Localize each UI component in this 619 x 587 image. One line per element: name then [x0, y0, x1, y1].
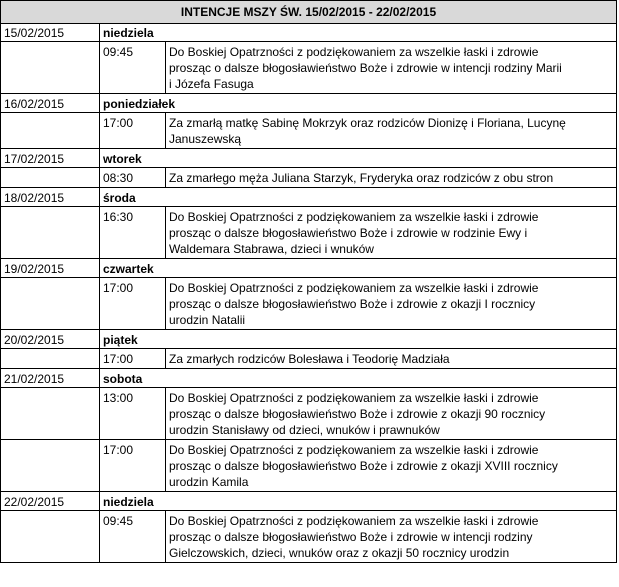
mass-time: 17:00 — [100, 349, 166, 369]
mass-time: 17:00 — [100, 440, 166, 492]
mass-intention: Do Boskiej Opatrzności z podziękowaniem za wszelkie łaski i zdrowie prosząc o dalsze błogosławieństwo Boże i zdrowie z okazji 90 rocznicy urodzin Stanisławy od dzieci, wnuków i prawnuków — [166, 388, 617, 440]
day-date: 19/02/2015 — [0, 259, 100, 278]
mass-intention: Do Boskiej Opatrzności z podziękowaniem za wszelkie łaski i zdrowie prosząc o dalsze błogosławieństwo Boże i zdrowie w intencji rodziny Gielczowskich, dzieci, wnuków oraz z okazji 50 rocznicy urodzin — [166, 511, 617, 563]
mass-time: 16:30 — [100, 207, 166, 259]
mass-time: 09:45 — [100, 511, 166, 563]
day-header-row — [0, 330, 617, 349]
day-header-row — [0, 149, 617, 168]
day-name: sobota — [100, 369, 617, 388]
mass-intention: Do Boskiej Opatrzności z podziękowaniem za wszelkie łaski i zdrowie prosząc o dalsze błogosławieństwo Boże i zdrowie w intencji rodziny Marii i Józefa Fasuga — [166, 42, 617, 94]
mass-time: 17:00 — [100, 278, 166, 330]
day-header-row — [0, 94, 617, 113]
mass-row — [0, 278, 617, 330]
day-header-row — [0, 259, 617, 278]
mass-row — [0, 113, 617, 149]
mass-intention: Za zmarłą matkę Sabinę Mokrzyk oraz rodziców Dionizę i Floriana, Lucynę Januszewską — [166, 113, 617, 149]
day-name: wtorek — [100, 149, 617, 168]
empty-date-cell — [0, 511, 100, 563]
empty-date-cell — [0, 440, 100, 492]
day-name: niedziela — [100, 23, 617, 42]
empty-date-cell — [0, 388, 100, 440]
mass-intention: Za zmarłego męża Juliana Starzyk, Fryderyka oraz rodziców z obu stron — [166, 168, 617, 188]
empty-date-cell — [0, 113, 100, 149]
day-header-row — [0, 23, 617, 42]
day-name: niedziela — [100, 492, 617, 511]
empty-date-cell — [0, 278, 100, 330]
empty-date-cell — [0, 168, 100, 188]
day-name: poniedziałek — [100, 94, 617, 113]
day-name: środa — [100, 188, 617, 207]
day-name: czwartek — [100, 259, 617, 278]
empty-date-cell — [0, 42, 100, 94]
day-header-row — [0, 369, 617, 388]
mass-intention: Do Boskiej Opatrzności z podziękowaniem za wszelkie łaski i zdrowie prosząc o dalsze błogosławieństwo Boże i zdrowie z okazji I rocznicy urodzin Natalii — [166, 278, 617, 330]
mass-row — [0, 207, 617, 259]
day-header-row — [0, 188, 617, 207]
day-date: 17/02/2015 — [0, 149, 100, 168]
day-date: 20/02/2015 — [0, 330, 100, 349]
mass-time: 08:30 — [100, 168, 166, 188]
mass-row — [0, 168, 617, 188]
mass-row — [0, 388, 617, 440]
day-date: 18/02/2015 — [0, 188, 100, 207]
day-date: 21/02/2015 — [0, 369, 100, 388]
mass-time: 13:00 — [100, 388, 166, 440]
sheet-title: INTENCJE MSZY ŚW. 15/02/2015 - 22/02/2015 — [0, 0, 617, 24]
mass-intention: Za zmarłych rodziców Bolesława i Teodorię Madziała — [166, 349, 617, 369]
mass-row — [0, 42, 617, 94]
mass-time: 17:00 — [100, 113, 166, 149]
day-header-row — [0, 492, 617, 511]
mass-row — [0, 349, 617, 369]
day-date: 22/02/2015 — [0, 492, 100, 511]
mass-intention: Do Boskiej Opatrzności z podziękowaniem za wszelkie łaski i zdrowie prosząc o dalsze błogosławieństwo Boże i zdrowie z okazji XVIII rocznicy urodzin Kamila — [166, 440, 617, 492]
mass-intention: Do Boskiej Opatrzności z podziękowaniem za wszelkie łaski i zdrowie prosząc o dalsze błogosławieństwo Boże i zdrowie w rodzinie Ewy i Waldemara Stabrawa, dzieci i wnuków — [166, 207, 617, 259]
empty-date-cell — [0, 349, 100, 369]
day-date: 16/02/2015 — [0, 94, 100, 113]
day-name: piątek — [100, 330, 617, 349]
day-date: 15/02/2015 — [0, 23, 100, 42]
mass-row — [0, 440, 617, 492]
mass-time: 09:45 — [100, 42, 166, 94]
mass-row — [0, 511, 617, 563]
empty-date-cell — [0, 207, 100, 259]
